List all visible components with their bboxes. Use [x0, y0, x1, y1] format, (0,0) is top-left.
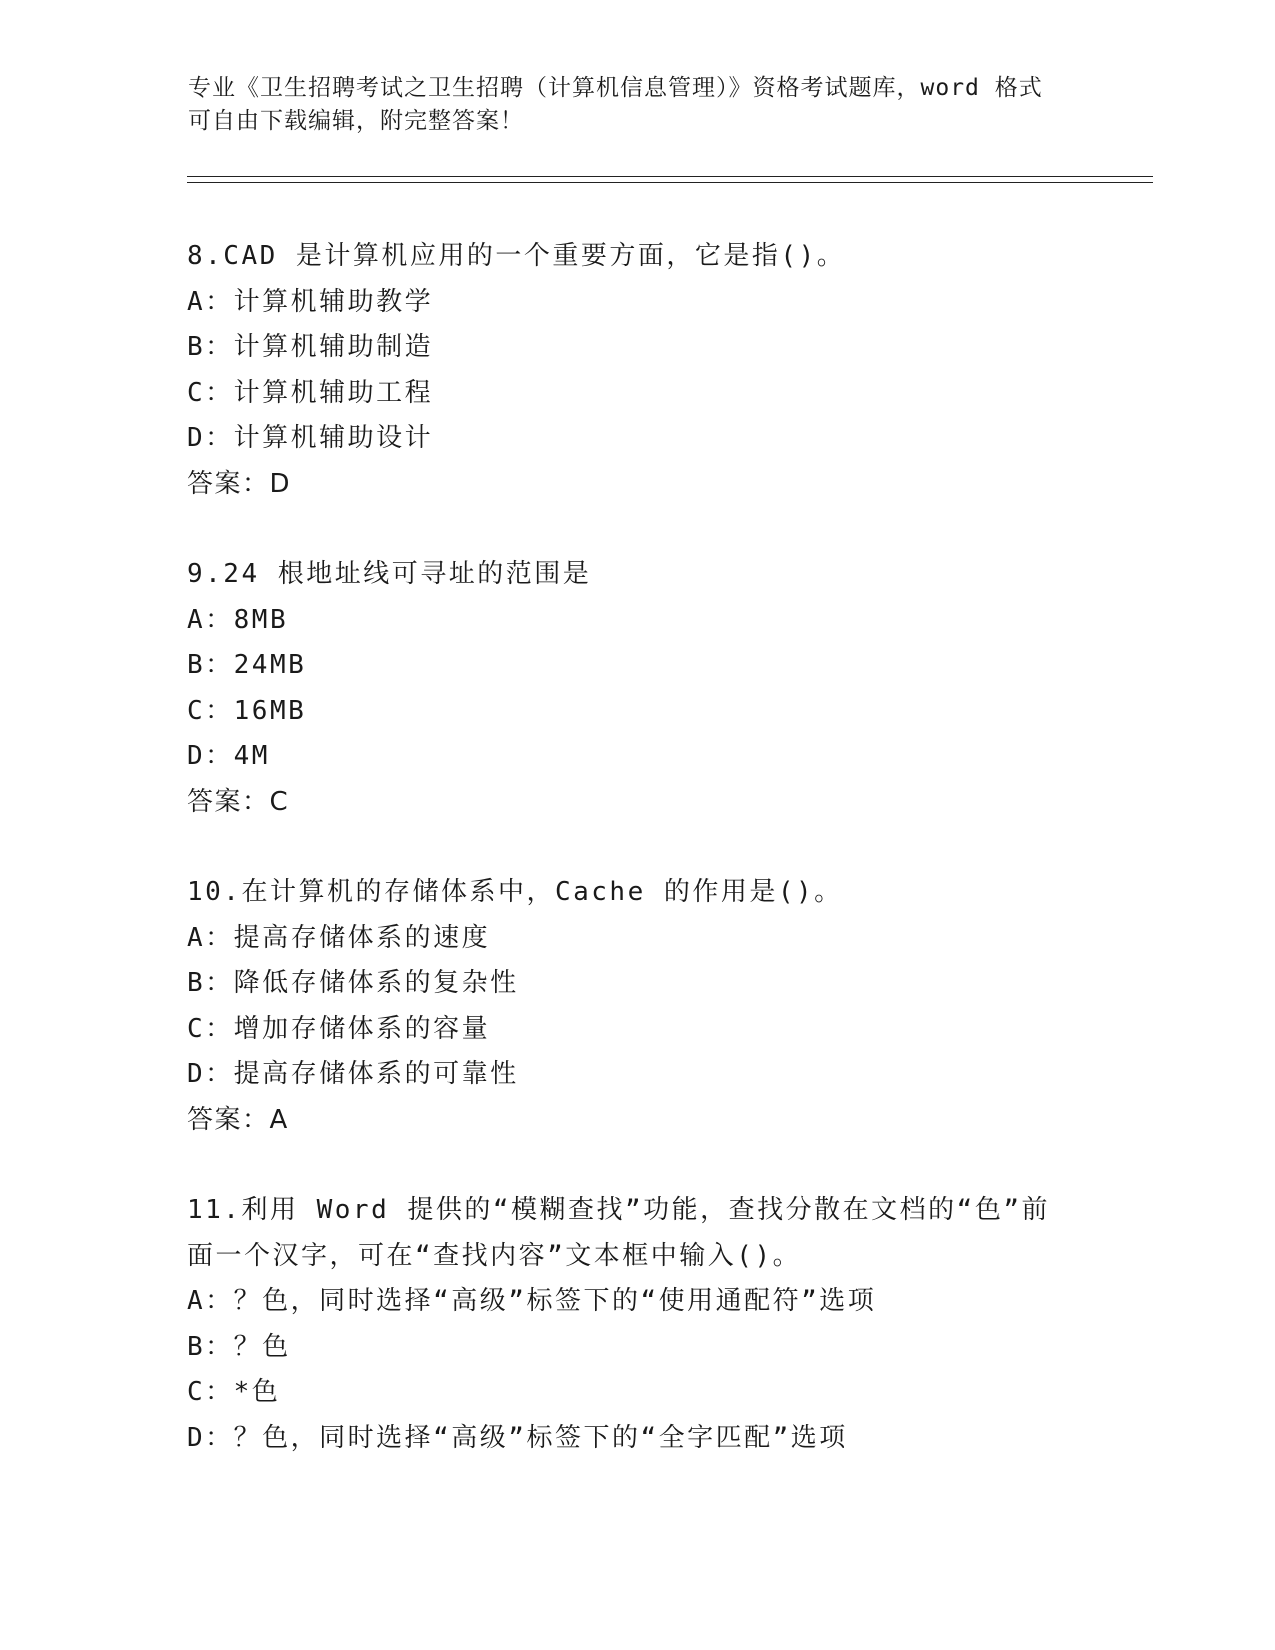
option-a: A：提高存储体系的速度: [187, 922, 491, 953]
answer-key: 答案：A: [187, 1104, 289, 1135]
option-b: B：计算机辅助制造: [187, 332, 434, 362]
option-c: C：16MB: [187, 695, 307, 726]
option-a: A：8MB: [187, 604, 289, 635]
option-b: B：降低存储体系的复杂性: [187, 968, 519, 998]
header-divider-top: [187, 176, 1153, 177]
question-11: [187, 1188, 1087, 1461]
document-header: [188, 72, 1088, 138]
question-stem-line-1: 11.利用 Word 提供的“模糊查找”功能，查找分散在文档的“色”前: [187, 1195, 1050, 1225]
option-d: D：提高存储体系的可靠性: [187, 1059, 519, 1089]
option-b: B：？色: [187, 1331, 291, 1362]
option-a: A：计算机辅助教学: [187, 286, 434, 317]
question-10: [187, 870, 1087, 1143]
option-a: A：？色，同时选择“高级”标签下的“使用通配符”选项: [187, 1286, 877, 1316]
header-title-line-1: 专业《卫生招聘考试之卫生招聘（计算机信息管理）》资格考试题库，word 格式: [188, 75, 1043, 101]
question-8: [187, 234, 1087, 507]
option-d: D：？色，同时选择“高级”标签下的“全字匹配”选项: [187, 1422, 848, 1453]
answer-key: 答案：C: [187, 786, 290, 817]
option-c: C：增加存储体系的容量: [187, 1013, 491, 1044]
question-stem: 8.CAD 是计算机应用的一个重要方面，它是指()。: [187, 241, 846, 271]
header-title-line-2: 可自由下载编辑，附完整答案！: [188, 108, 524, 134]
answer-key: 答案：D: [187, 468, 292, 499]
option-c: C：计算机辅助工程: [187, 377, 434, 408]
question-stem-line-2: 面一个汉字，可在“查找内容”文本框中输入()。: [187, 1240, 802, 1271]
question-9: [187, 552, 1087, 825]
question-stem: 10.在计算机的存储体系中，Cache 的作用是()。: [187, 877, 843, 907]
option-d: D：4M: [187, 741, 270, 771]
question-stem: 9.24 根地址线可寻址的范围是: [187, 559, 592, 589]
option-c: C：*色: [187, 1377, 281, 1407]
header-divider-bottom: [187, 182, 1153, 183]
option-b: B：24MB: [187, 650, 307, 680]
option-d: D：计算机辅助设计: [187, 423, 434, 453]
